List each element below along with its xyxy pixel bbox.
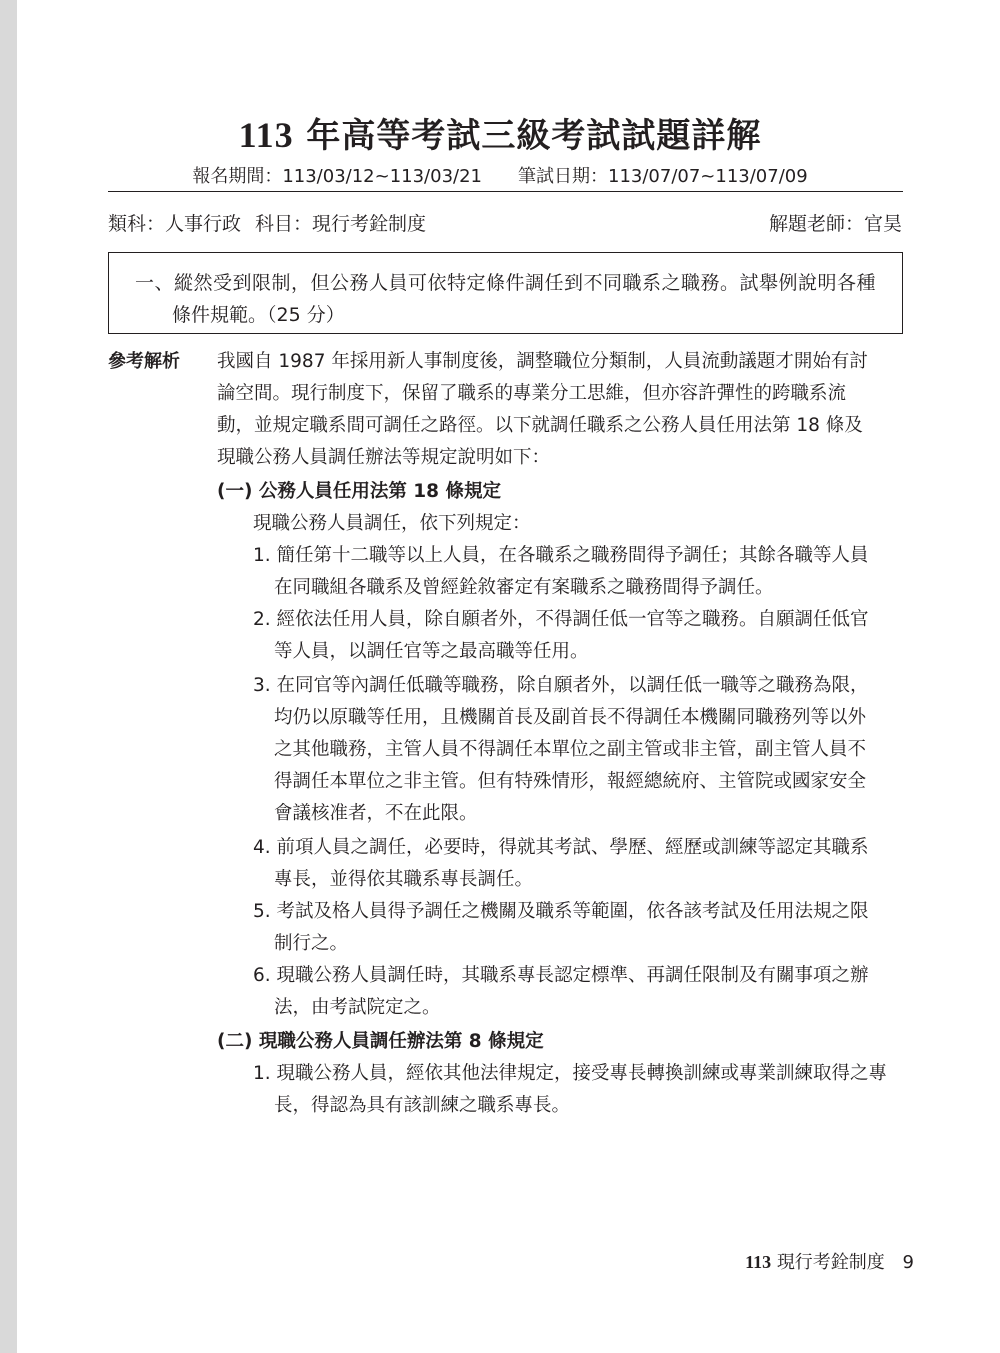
list-item-cont: 得調任本單位之非主管。但有特殊情形，報經總統府、主管院或國家安全 bbox=[274, 771, 867, 792]
list-item-cont: 制行之。 bbox=[274, 933, 349, 954]
exam-date: 筆試日期：113/07/07~113/07/09 bbox=[518, 166, 808, 187]
teacher-label: 解題老師：官昊 bbox=[768, 213, 902, 235]
page-edge-bar bbox=[0, 0, 17, 1353]
title-text: 年高等考試三級考試試題詳解 bbox=[306, 116, 762, 156]
list-item-cont: 會議核准者，不在此限。 bbox=[274, 803, 478, 824]
answer-line: 現職公務人員調任，依下列規定： bbox=[253, 513, 531, 534]
header-divider bbox=[108, 191, 903, 192]
list-item: 1. 現職公務人員，經依其他法律規定，接受專長轉換訓練或專業訓練取得之專 bbox=[253, 1063, 888, 1084]
list-item-cont: 長，得認為具有該訓練之職系專長。 bbox=[274, 1095, 571, 1116]
list-item: 6. 現職公務人員調任時，其職系專長認定標準、再調任限制及有關事項之辦 bbox=[253, 965, 869, 986]
page-title bbox=[0, 108, 1000, 157]
category-label: 類科：人事行政 bbox=[108, 213, 242, 235]
answer-line: 動，並規定職系間可調任之路徑。以下就調任職系之公務人員任用法第 18 條及 bbox=[217, 415, 863, 436]
list-item: 2. 經依法任用人員，除自願者外，不得調任低一官等之職務。自願調任低官 bbox=[253, 609, 869, 630]
footer-subject: 現行考銓制度 bbox=[776, 1252, 885, 1273]
title-year: 113 bbox=[238, 115, 294, 155]
section-heading: (一) 公務人員任用法第 18 條規定 bbox=[217, 481, 501, 502]
list-item-cont: 專長，並得依其職系專長調任。 bbox=[274, 869, 534, 890]
section-heading: (二) 現職公務人員調任辦法第 8 條規定 bbox=[217, 1031, 544, 1052]
list-item: 3. 在同官等內調任低職等職務，除自願者外，以調任低一職等之職務為限， bbox=[253, 675, 869, 696]
list-item-cont: 等人員，以調任官等之最高職等任用。 bbox=[274, 641, 589, 662]
page-footer bbox=[745, 1248, 914, 1274]
list-item-cont: 法，由考試院定之。 bbox=[274, 997, 441, 1018]
footer-year: 113 bbox=[745, 1252, 772, 1272]
answer-line: 現職公務人員調任辦法等規定說明如下： bbox=[217, 447, 551, 468]
question-line-1: 一、縱然受到限制，但公務人員可依特定條件調任到不同職系之職務。試舉例說明各種 bbox=[135, 272, 877, 294]
list-item: 4. 前項人員之調任，必要時，得就其考試、學歷、經歷或訓練等認定其職系 bbox=[253, 837, 869, 858]
answer-line: 我國自 1987 年採用新人事制度後，調整職位分類制，人員流動議題才開始有討 bbox=[217, 351, 868, 372]
list-item: 5. 考試及格人員得予調任之機關及職系等範圍，依各該考試及任用法規之限 bbox=[253, 901, 869, 922]
list-item-cont: 之其他職務，主管人員不得調任本單位之副主管或非主管，副主管人員不 bbox=[274, 739, 867, 760]
list-item: 1. 簡任第十二職等以上人員，在各職系之職務間得予調任；其餘各職等人員 bbox=[253, 545, 869, 566]
registration-period: 報名期間：113/03/12~113/03/21 bbox=[192, 166, 482, 187]
exam-meta bbox=[108, 209, 426, 236]
list-item-cont: 在同職組各職系及曾經銓敘審定有案職系之職務間得予調任。 bbox=[274, 577, 774, 598]
subject-label: 科目：現行考銓制度 bbox=[255, 213, 427, 235]
page-number: 9 bbox=[902, 1252, 914, 1273]
exam-dates bbox=[0, 162, 1000, 188]
list-item-cont: 均仍以原職等任用，且機關首長及副首長不得調任本機關同職務列等以外 bbox=[274, 707, 867, 728]
answer-label: 參考解析 bbox=[108, 351, 180, 372]
question-line-2: 條件規範。（25 分） bbox=[172, 304, 345, 326]
answer-line: 論空間。現行制度下，保留了職系的專業分工思維，但亦容許彈性的跨職系流 bbox=[217, 383, 847, 404]
